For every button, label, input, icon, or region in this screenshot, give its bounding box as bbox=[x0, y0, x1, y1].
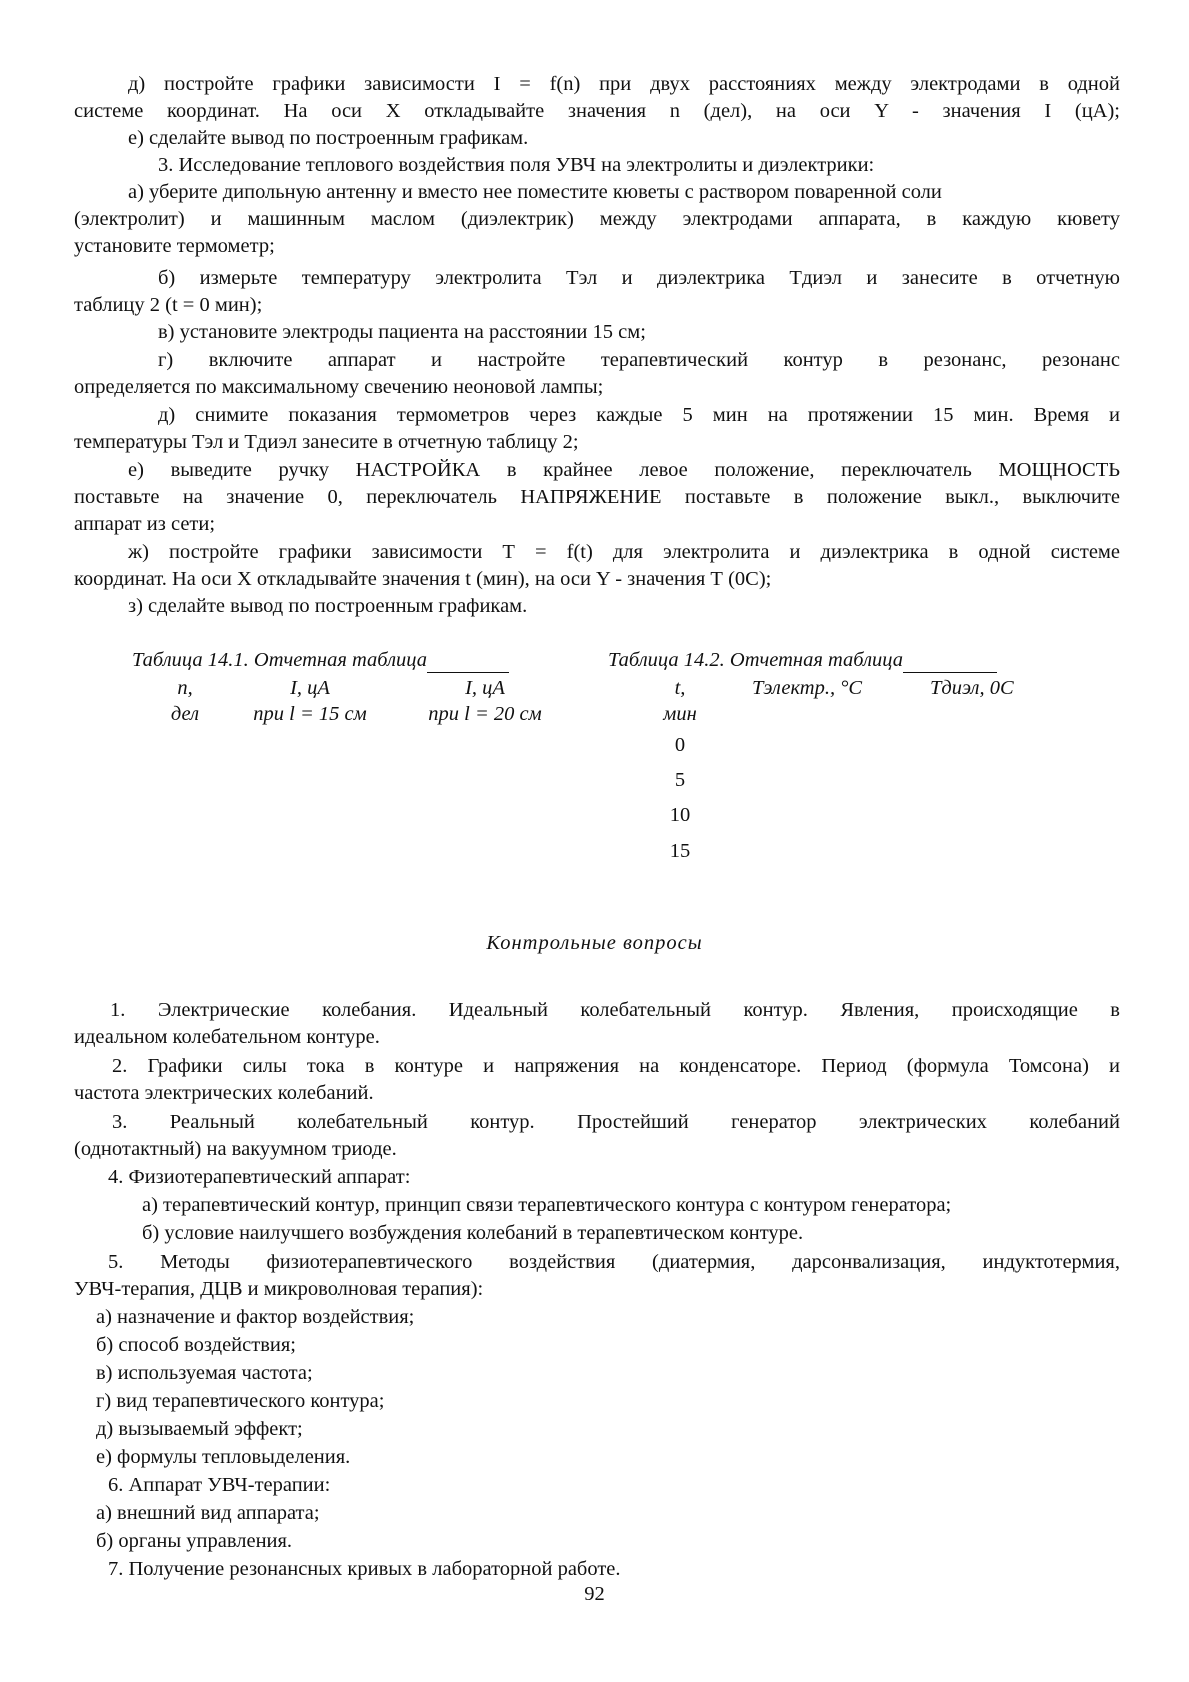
table2-header-t-unit: мин bbox=[663, 703, 697, 725]
instruction-d2-line1: д) снимите показания термометров через каждые 5 мин на протяжении 15 мин. Время и bbox=[158, 404, 1120, 426]
instruction-b-line2: таблицу 2 (t = 0 мин); bbox=[74, 294, 263, 316]
instruction-e2-line1: е) выведите ручку НАСТРОЙКА в крайнее левое положение, переключатель МОЩНОСТЬ bbox=[128, 459, 1120, 481]
question-5-item-b: б) способ воздействия; bbox=[96, 1334, 296, 1356]
table1-header-i15: I, цА bbox=[290, 677, 330, 699]
table2-row-2: 10 bbox=[669, 804, 691, 826]
section-3-title: 3. Исследование теплового воздействия поля УВЧ на электролиты и диэлектрики: bbox=[158, 154, 875, 176]
question-3-line2: (однотактный) на вакуумном триоде. bbox=[74, 1138, 397, 1160]
question-1-line2: идеальном колебательном контуре. bbox=[74, 1026, 380, 1048]
question-4-item-a: а) терапевтический контур, принцип связи терапевтического контура с контуром генератора; bbox=[142, 1194, 952, 1216]
question-4-item-b: б) условие наилучшего возбуждения колебаний в терапевтическом контуре. bbox=[142, 1222, 804, 1244]
question-2-line1: 2. Графики силы тока в контуре и напряжения на конденсаторе. Период (формула Томсона) и bbox=[112, 1055, 1120, 1077]
table1-header-n-unit: дел bbox=[170, 703, 200, 725]
instruction-z: з) сделайте вывод по построенным графикам. bbox=[128, 595, 528, 617]
instruction-d-line1: д) постройте графики зависимости I = f(n) при двух расстояниях между электродами в одной bbox=[128, 73, 1120, 95]
questions-title: Контрольные вопросы bbox=[486, 932, 703, 954]
instruction-a-line2: (электролит) и машинным маслом (диэлектрик) между электродами аппарата, в каждую кювету bbox=[74, 208, 1120, 230]
question-3-line1: 3. Реальный колебательный контур. Простейший генератор электрических колебаний bbox=[112, 1111, 1120, 1133]
instruction-b-line1: б) измерьте температуру электролита Тэл и диэлектрика Тдиэл и занесите в отчетную bbox=[158, 267, 1120, 289]
table1-header-i20: I, цА bbox=[465, 677, 505, 699]
question-5-item-e: е) формулы тепловыделения. bbox=[96, 1446, 351, 1468]
instruction-e: е) сделайте вывод по построенным графикам. bbox=[128, 127, 529, 149]
table2-row-3: 15 bbox=[669, 840, 691, 862]
table2-caption bbox=[608, 649, 997, 673]
instruction-e2-line2: поставьте на значение 0, переключатель НАПРЯЖЕНИЕ поставьте в положение выкл., выключите bbox=[74, 486, 1120, 508]
table2-row-1: 5 bbox=[674, 769, 686, 791]
table1-caption bbox=[132, 649, 509, 673]
instruction-a-line3: установите термометр; bbox=[74, 235, 275, 257]
question-6-line1: 6. Аппарат УВЧ-терапии: bbox=[108, 1474, 331, 1496]
instruction-zh-line1: ж) постройте графики зависимости Т = f(t) для электролита и диэлектрика в одной системе bbox=[128, 541, 1120, 563]
table2-header-telectr: Тэлектр., °С bbox=[752, 677, 863, 699]
instruction-d-line2: системе координат. На оси X откладывайте значения n (дел), на оси Y - значения I (цА); bbox=[74, 100, 1120, 122]
instruction-g-line1: г) включите аппарат и настройте терапевтический контур в резонанс, резонанс bbox=[158, 349, 1120, 371]
question-5-line1: 5. Методы физиотерапевтического воздействия (диатермия, дарсонвализация, индуктотермия, bbox=[108, 1251, 1120, 1273]
question-6-item-b: б) органы управления. bbox=[96, 1530, 293, 1552]
table1-header-i15-cond: при l = 15 см bbox=[253, 703, 367, 725]
instruction-zh-line2: координат. На оси X откладывайте значения t (мин), на оси Y - значения Т (0С); bbox=[74, 568, 772, 590]
question-7: 7. Получение резонансных кривых в лабораторной работе. bbox=[108, 1558, 621, 1580]
instruction-a-line1: а) уберите дипольную антенну и вместо нее поместите кюветы с раствором поваренной соли bbox=[128, 181, 942, 203]
instruction-v: в) установите электроды пациента на расстоянии 15 см; bbox=[158, 321, 646, 343]
instruction-g-line2: определяется по максимальному свечению неоновой лампы; bbox=[74, 376, 604, 398]
question-4-line1: 4. Физиотерапевтический аппарат: bbox=[108, 1166, 411, 1188]
table1-header-i20-cond: при l = 20 см bbox=[428, 703, 542, 725]
page-number: 92 bbox=[584, 1583, 605, 1605]
question-5-item-a: а) назначение и фактор воздействия; bbox=[96, 1306, 415, 1328]
instruction-e2-line3: аппарат из сети; bbox=[74, 513, 216, 535]
question-5-item-g: г) вид терапевтического контура; bbox=[96, 1390, 385, 1412]
question-2-line2: частота электрических колебаний. bbox=[74, 1082, 374, 1104]
table1-header-n: n, bbox=[177, 677, 193, 699]
table2-caption-text: Таблица 14.2. Отчетная таблица bbox=[608, 649, 904, 671]
table1-caption-text: Таблица 14.1. Отчетная таблица bbox=[132, 649, 428, 671]
instruction-d2-line2: температуры Тэл и Тдиэл занесите в отчетную таблицу 2; bbox=[74, 431, 579, 453]
table2-header-t: t, bbox=[674, 677, 686, 699]
question-1-line1: 1. Электрические колебания. Идеальный колебательный контур. Явления, происходящие в bbox=[110, 999, 1120, 1021]
table2-row-0: 0 bbox=[674, 734, 686, 756]
question-6-item-a: а) внешний вид аппарата; bbox=[96, 1502, 320, 1524]
question-5-line2: УВЧ-терапия, ДЦВ и микроволновая терапия): bbox=[74, 1278, 484, 1300]
question-5-item-d: д) вызываемый эффект; bbox=[96, 1418, 303, 1440]
question-5-item-v: в) используемая частота; bbox=[96, 1362, 313, 1384]
table2-header-tdiel: Тдиэл, 0С bbox=[930, 677, 1014, 699]
